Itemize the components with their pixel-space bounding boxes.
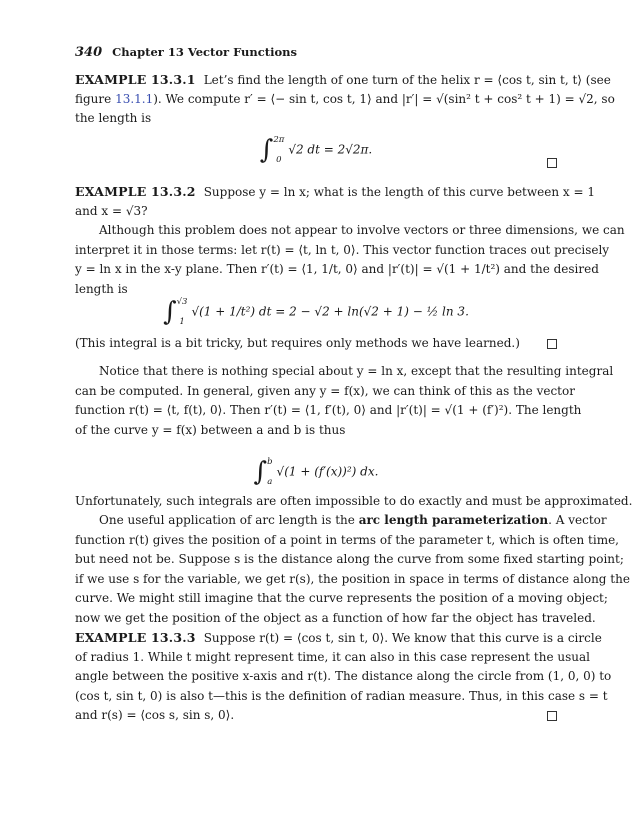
equation-general-arc-length: ∫ b a √(1 + (f′(x))²) dx. (75, 452, 557, 492)
text-line: now we get the position of the object as a function of how far the object has traveled. (75, 610, 596, 625)
text-line: (This integral is a bit tricky, but requires only methods we have learned.) (75, 336, 520, 350)
equation-helix-length: ∫ 2π 0 √2 dt = 2√2π. (75, 130, 557, 170)
equation-body: √(1 + 1/t²) dt = 2 − √2 + ln(√2 + 1) − ½ ln 3. (191, 304, 469, 319)
text-line: function r(t) = ⟨t, f(t), 0⟩. Then r′(t) = ⟨1, f′(t), 0⟩ and |r′(t)| = √(1 + (f′)²). The length (75, 403, 582, 417)
text-span: One useful application of arc length is the (99, 513, 359, 527)
text-line: angle between the positive x-axis and r(t). The distance along the circle from (1, 0, 0) to (75, 669, 612, 683)
running-header (75, 45, 297, 60)
example-13-3-3 (75, 628, 612, 726)
text-line: of radius 1. While t might represent time, it can also in this case represent the usual (75, 649, 590, 664)
text-line: function r(t) gives the position of a point in terms of the parameter t, which is often time, (75, 532, 619, 547)
text-line: y = ln x in the x-y plane. Then r′(t) = ⟨1, 1/t, 0⟩ and |r′(t)| = √(1 + 1/t²) and the desired (75, 262, 599, 276)
text-line: if we use s for the variable, we get r(s), the position in space in terms of distance along the (75, 571, 630, 586)
lower-limit: 0 (276, 155, 282, 165)
example-label: EXAMPLE 13.3.1 (75, 72, 196, 87)
qed-symbol (547, 158, 557, 168)
lower-limit: a (267, 477, 273, 487)
lower-limit: 1 (179, 317, 185, 327)
text-line: of the curve y = f(x) between a and b is thus (75, 422, 346, 437)
term-arc-length-parameterization: arc length parameterization (358, 513, 549, 527)
example-13-3-2 (75, 182, 625, 299)
upper-limit: √3 (176, 297, 188, 307)
paragraph-arc-length-parameterization (75, 511, 630, 628)
text-span: Let’s find the length of one turn of the helix r = ⟨cos t, sin t, t⟩ (see (203, 73, 611, 87)
text-span: ). We compute r′ = ⟨− sin t, cos t, 1⟩ and |r′| = √(sin² t + cos² t + 1) = √2, so (153, 91, 615, 106)
text-span: Suppose y = ln x; what is the length of this curve between x = 1 (203, 185, 595, 199)
example-label: EXAMPLE 13.3.2 (75, 184, 196, 199)
text-line: curve. We might still imagine that the curve represents the position of a moving object; (75, 591, 608, 605)
chapter-title: Chapter 13 Vector Functions (112, 45, 297, 59)
paragraph-approximation (75, 492, 632, 512)
qed-symbol (547, 711, 557, 721)
text-line (75, 70, 611, 90)
text-line: but need not be. Suppose s is the distance along the curve from some fixed starting point; (75, 552, 624, 566)
page-number: 340 (75, 45, 103, 60)
upper-limit: b (267, 457, 273, 467)
text-span: figure (75, 91, 116, 106)
equation-body: √(1 + (f′(x))²) dx. (276, 464, 379, 479)
upper-limit: 2π (273, 135, 285, 145)
text-line: (cos t, sin t, 0) is also t—this is the definition of radian measure. Thus, in this case s = t (75, 688, 608, 703)
text-line: Unfortunately, such integrals are often impossible to do exactly and must be approximated. (75, 494, 632, 508)
text-line: length is (75, 281, 128, 296)
text-span: . A vector (548, 513, 607, 527)
qed-symbol (547, 339, 557, 349)
text-line (75, 90, 615, 110)
equation-body: √2 dt = 2√2π. (288, 142, 373, 157)
text-line: and r(s) = ⟨cos s, sin s, 0⟩. (75, 708, 235, 722)
text-line: Although this problem does not appear to involve vectors or three dimensions, we can (99, 223, 625, 237)
text-line (75, 511, 607, 531)
example-note (75, 334, 557, 354)
example-13-3-1 (75, 70, 615, 129)
figure-link[interactable]: 13.1.1 (115, 91, 154, 106)
paragraph-general-arc-length (75, 362, 614, 440)
text-line (75, 182, 595, 202)
text-line: Notice that there is nothing special about y = ln x, except that the resulting integral (99, 364, 614, 378)
text-line: can be computed. In general, given any y = f(x), we can think of this as the vector (75, 383, 575, 398)
example-label: EXAMPLE 13.3.3 (75, 630, 196, 645)
text-span: Suppose r(t) = ⟨cos t, sin t, 0⟩. We know that this curve is a circle (203, 631, 602, 645)
text-line (75, 628, 602, 648)
text-line: the length is (75, 111, 152, 125)
equation-ln-length: ∫ √3 1 √(1 + 1/t²) dt = 2 − √2 + ln(√2 + 1) − ½ ln 3. (75, 292, 557, 332)
text-line: interpret it in those terms: let r(t) = ⟨t, ln t, 0⟩. This vector function traces out precisely (75, 242, 610, 257)
text-line: and x = √3? (75, 203, 148, 218)
